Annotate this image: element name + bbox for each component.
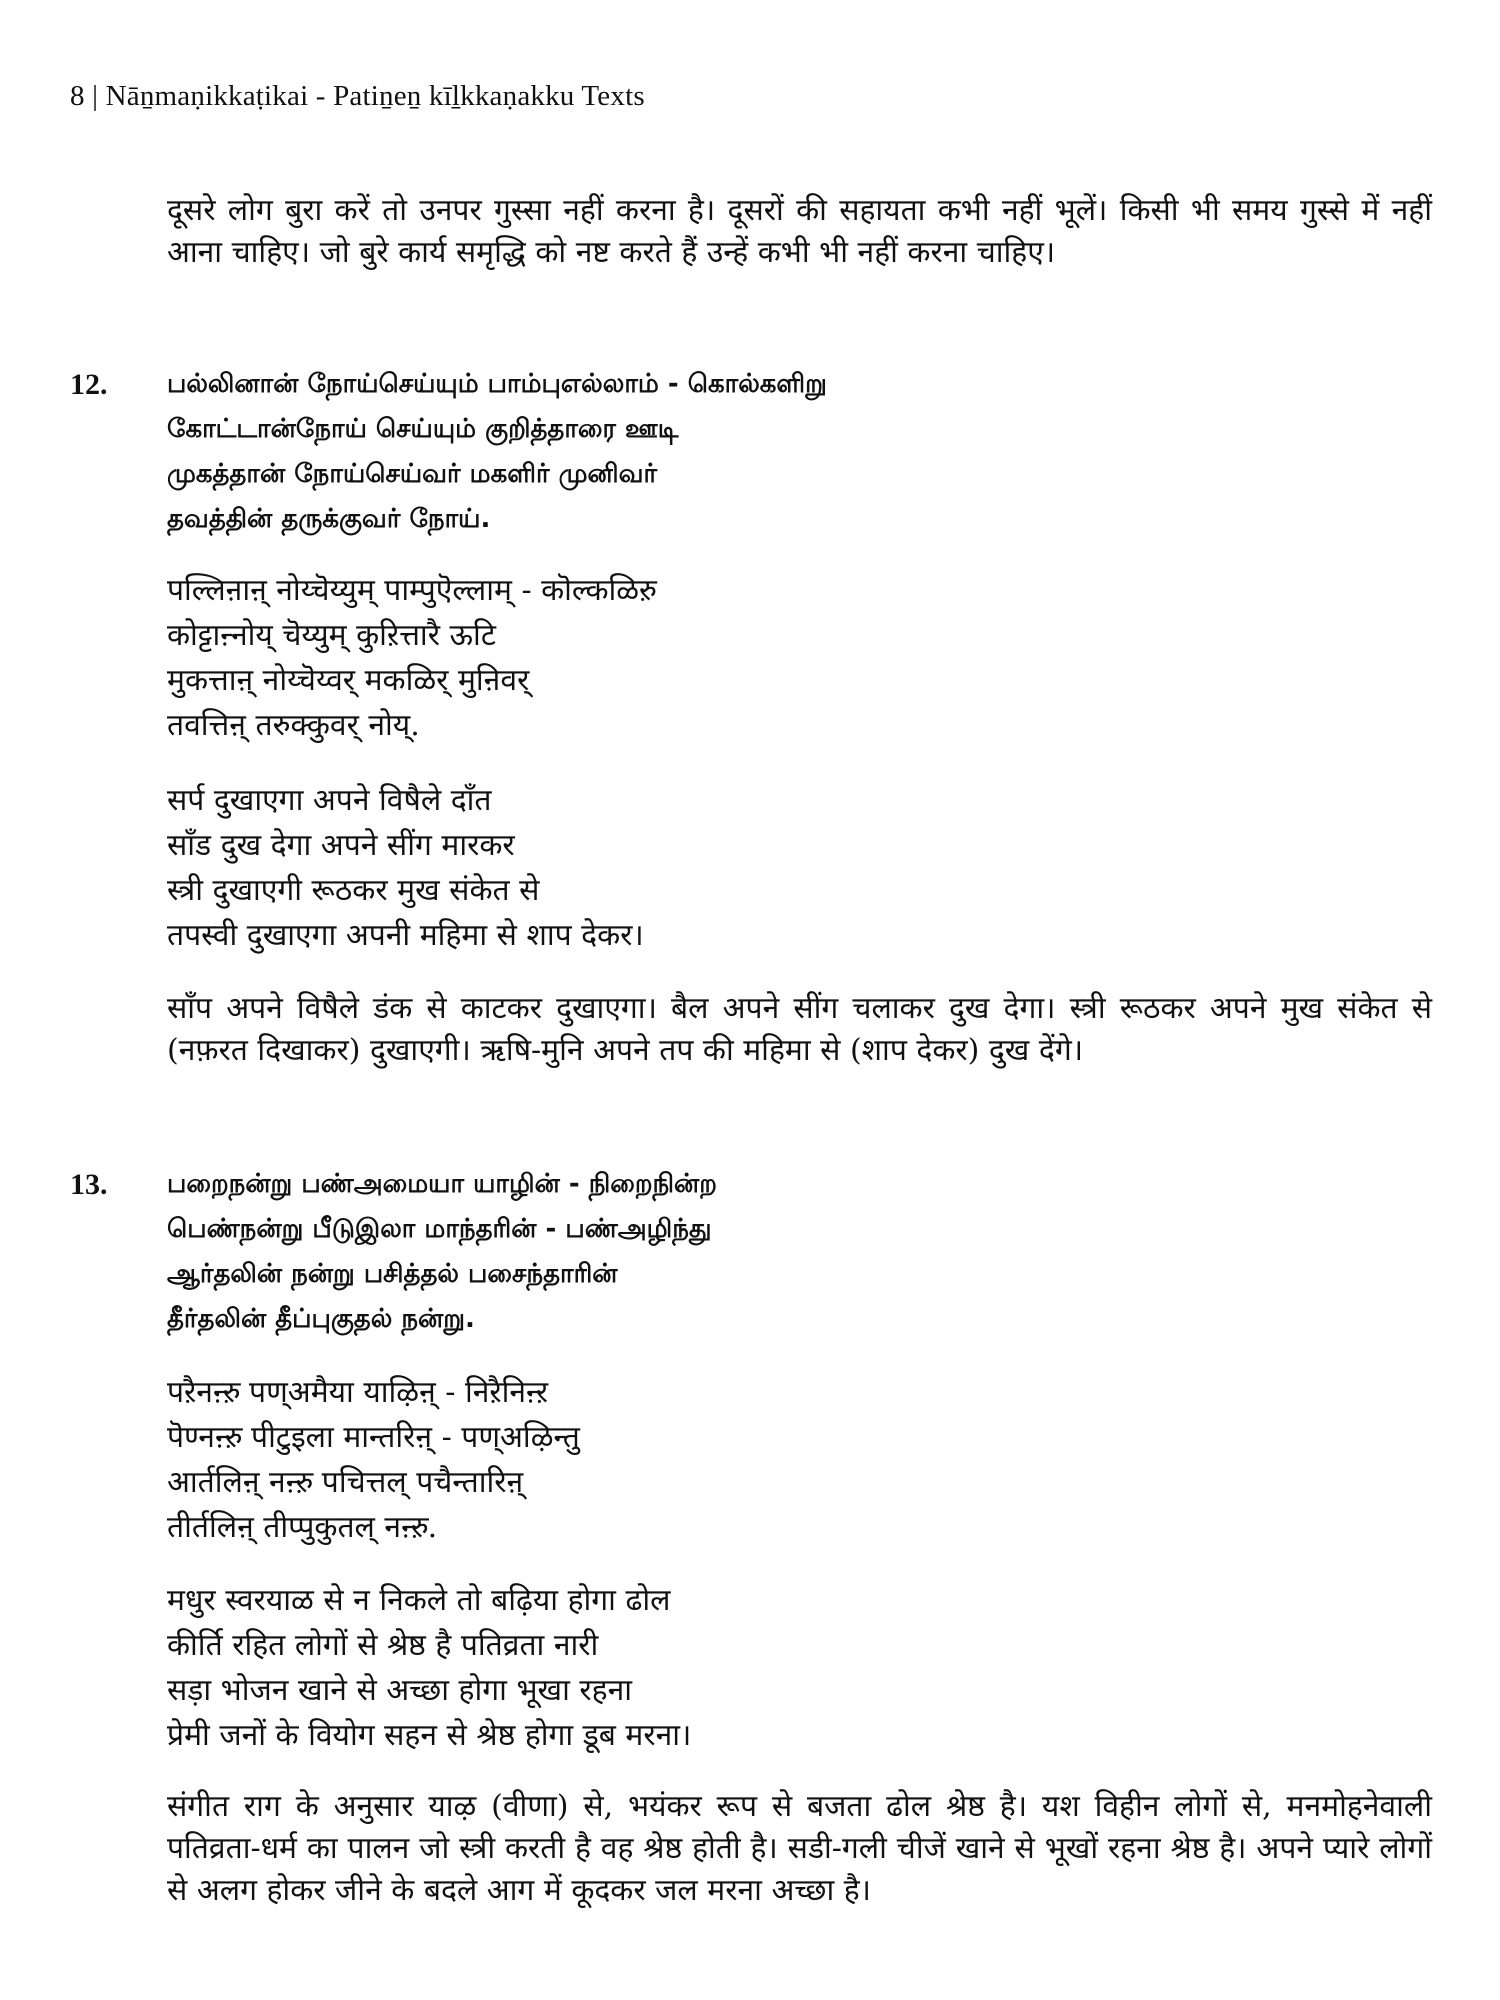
page-header <box>70 80 645 113</box>
tamil-verse <box>167 1162 1432 1342</box>
hindi-translation <box>167 1578 1432 1758</box>
translation-line: सर्प दुखाएगा अपने विषैले दाँत <box>167 783 492 818</box>
transliteration-line: आर्तलिऩ् नऩ्ऱु पचित्तल् पचैन्तारिऩ् <box>167 1465 524 1500</box>
translation-line: सड़ा भोजन खाने से अच्छा होगा भूखा रहना <box>167 1673 633 1708</box>
tamil-line: முகத்தான் நோய்செய்வர் மகளிர் முனிவர் <box>167 459 658 489</box>
transliteration-line: तीर्तलिऩ् तीप्पुकुतल् नऩ्ऱु. <box>167 1510 438 1545</box>
translation-line: प्रेमी जनों के वियोग सहन से श्रेष्ठ होगा डूब मरना। <box>167 1718 692 1753</box>
tamil-line: கோட்டான்நோய் செய்யும் குறித்தாரை ஊடி <box>167 414 679 444</box>
translation-line: साँड दुख देगा अपने सींग मारकर <box>167 828 515 863</box>
transliteration-line: मुकत्ताऩ् नोय्चॆय्वर् मकळिर् मुऩिवर् <box>167 663 530 698</box>
header-separator: | <box>92 80 99 112</box>
tamil-verse <box>167 362 1432 542</box>
verse-number: 13. <box>70 1168 108 1201</box>
translation-line: कीर्ति रहित लोगों से श्रेष्ठ है पतिव्रता नारी <box>167 1628 599 1663</box>
book-title: Nāṉmaṇikkaṭikai - Patiṉeṉ kīḻkkaṇakku Texts <box>105 80 645 112</box>
verse-number: 12. <box>70 368 108 401</box>
tamil-line: பெண்நன்று பீடுஇலா மாந்தரின் - பண்அழிந்து <box>167 1214 712 1244</box>
transliteration-line: तवत्तिऩ् तरुक्कुवर् नोय्. <box>167 708 420 743</box>
transliteration <box>167 1370 1432 1550</box>
translation-line: स्त्री दुखाएगी रूठकर मुख संकेत से <box>167 873 540 908</box>
transliteration-line: पल्लिऩाऩ् नोय्चॆय्युम् पाम्पुऎल्लाम् - कॊल्कळिऱु <box>167 573 656 608</box>
transliteration-line: कोट्टाऩ्नोय् चॆय्युम् कुऱित्तारै ऊटि <box>167 618 496 653</box>
transliteration-line: पऱैनऩ्ऱु पण्अमैया याऴिऩ् - निऱैनिऩ्ऱ <box>167 1375 548 1410</box>
explanation-paragraph: साँप अपने विषैले डंक से काटकर दुखाएगा। बैल अपने सींग चलाकर दुख देगा। स्त्री रूठकर अपने मुख संकेत से (नफ़रत दिखाकर) दुखाएगी। ऋषि-मुनि अपने तप की महिमा से (शाप देकर) दुख देंगे। <box>167 991 1432 1068</box>
tamil-line: பல்லினான் நோய்செய்யும் பாம்புஎல்லாம் - கொல்களிறு <box>167 369 827 399</box>
transliteration <box>167 568 1432 748</box>
tamil-line: தீர்தலின் தீப்புகுதல் நன்று. <box>167 1304 475 1334</box>
translation-line: तपस्वी दुखाएगा अपनी महिमा से शाप देकर। <box>167 918 644 953</box>
intro-paragraph: दूसरे लोग बुरा करें तो उनपर गुस्सा नहीं करना है। दूसरों की सहायता कभी नहीं भूलें। किसी भी समय गुस्से में नहीं आना चाहिए। जो बुरे कार्य समृद्धि को नष्ट करते हैं उन्हें कभी भी नहीं करना चाहिए। <box>167 193 1432 270</box>
translation-line: मधुर स्वरयाळ से न निकले तो बढ़िया होगा ढोल <box>167 1583 671 1618</box>
transliteration-line: पॆण्नऩ्ऱु पीटुइला मान्तरिऩ् - पण्अऴिन्तु <box>167 1420 580 1455</box>
tamil-line: ஆர்தலின் நன்று பசித்தல் பசைந்தாரின் <box>167 1259 618 1289</box>
page-number: 8 <box>70 80 85 112</box>
tamil-line: தவத்தின் தருக்குவர் நோய். <box>167 504 491 534</box>
hindi-translation <box>167 778 1432 958</box>
tamil-line: பறைநன்று பண்அமையா யாழின் - நிறைநின்ற <box>167 1169 717 1199</box>
explanation-paragraph: संगीत राग के अनुसार याऴ (वीणा) से, भयंकर रूप से बजता ढोल श्रेष्ठ है। यश विहीन लोगों से, मनमोहनेवाली पतिव्रता-धर्म का पालन जो स्त्री करती है वह श्रेष्ठ होती है। सडी-गली चीजें खाने से भूखों रहना श्रेष्ठ है। अपने प्यारे लोगों से अलग होकर जीने के बदले आग में कूदकर जल मरना अच्छा है। <box>167 1789 1432 1908</box>
